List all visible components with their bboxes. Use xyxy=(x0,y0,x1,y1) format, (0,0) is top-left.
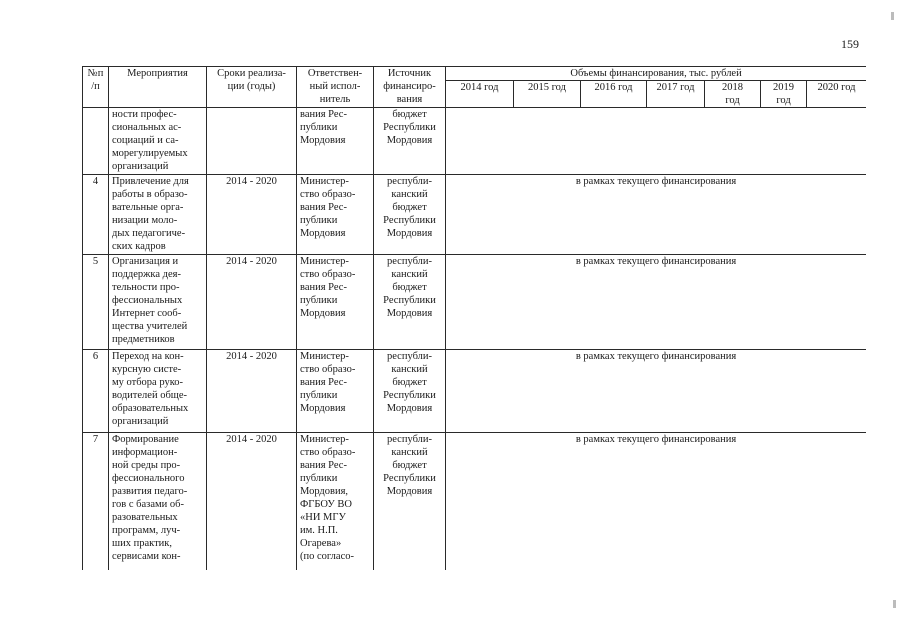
row-term: 2014 - 2020 xyxy=(207,174,297,254)
header-year-2017: 2017 год xyxy=(647,81,705,108)
row-source: республи- канский бюджет Республики Мордовия xyxy=(374,254,446,349)
row-responsible: Министер- ство образо- вания Рес- публики Мордовия xyxy=(297,174,374,254)
header-year-2016: 2016 год xyxy=(581,81,647,108)
row-funding: в рамках текущего финансирования xyxy=(446,174,867,254)
row-term: 2014 - 2020 xyxy=(207,432,297,570)
header-source: Источник финансиро- вания xyxy=(374,67,446,108)
row-term xyxy=(207,108,297,174)
row-num: 6 xyxy=(83,349,109,432)
scan-artifact xyxy=(893,600,896,608)
row-responsible: Министер- ство образо- вания Рес- публики Мордовия xyxy=(297,254,374,349)
table-row xyxy=(83,349,867,432)
row-num: 4 xyxy=(83,174,109,254)
header-term: Сроки реализа- ции (годы) xyxy=(207,67,297,108)
header-num: №п /п xyxy=(83,67,109,108)
header-year-2014: 2014 год xyxy=(446,81,514,108)
header-year-2015: 2015 год xyxy=(514,81,581,108)
header-responsible: Ответствен- ный испол- нитель xyxy=(297,67,374,108)
row-funding: в рамках текущего финансирования xyxy=(446,349,867,432)
header-year-2020: 2020 год xyxy=(807,81,867,108)
table-row xyxy=(83,432,867,570)
row-source: республи- канский бюджет Республики Мордовия xyxy=(374,174,446,254)
row-activity: Переход на кон- курсную систе- му отбора руко- водителей обще- образовательных организаций xyxy=(109,349,207,432)
table-row xyxy=(83,254,867,349)
row-responsible: Министер- ство образо- вания Рес- публики Мордовия xyxy=(297,349,374,432)
row-num: 5 xyxy=(83,254,109,349)
row-source: бюджет Республики Мордовия xyxy=(374,108,446,174)
row-activity: Привлечение для работы в образо- вательные орга- низации моло- дых педагогиче- ских кадров xyxy=(109,174,207,254)
row-num: 7 xyxy=(83,432,109,570)
row-source: республи- канский бюджет Республики Мордовия xyxy=(374,432,446,570)
row-funding xyxy=(446,108,867,174)
header-year-2019: 2019 год xyxy=(761,81,807,108)
row-activity: Формирование информацион- ной среды про- фессионального развития педаго- гов с базами об- разовательных программ, луч- ших практик, сервисами кон- xyxy=(109,432,207,570)
row-responsible: вания Рес- публики Мордовия xyxy=(297,108,374,174)
scan-artifact xyxy=(891,12,894,20)
row-funding: в рамках текущего финансирования xyxy=(446,432,867,570)
row-num xyxy=(83,108,109,174)
row-funding: в рамках текущего финансирования xyxy=(446,254,867,349)
row-term: 2014 - 2020 xyxy=(207,349,297,432)
row-source: республи- канский бюджет Республики Мордовия xyxy=(374,349,446,432)
row-responsible: Министер- ство образо- вания Рес- публики Мордовия, ФГБОУ ВО «НИ МГУ им. Н.П. Огарева» (по согласо- xyxy=(297,432,374,570)
table-row xyxy=(83,174,867,254)
header-activity: Мероприятия xyxy=(109,67,207,108)
table-row xyxy=(83,108,867,174)
row-activity: ности профес- сиональных ас- социаций и са- морегулируемых организаций xyxy=(109,108,207,174)
table-frame xyxy=(82,66,866,570)
funding-table xyxy=(82,66,866,570)
row-term: 2014 - 2020 xyxy=(207,254,297,349)
row-activity: Организация и поддержка дея- тельности про- фессиональных Интернет сооб- щества учителей предметников xyxy=(109,254,207,349)
header-year-2018: 2018 год xyxy=(705,81,761,108)
page-number: 159 xyxy=(841,37,859,51)
header-funding-group: Объемы финансирования, тыс. рублей xyxy=(446,67,867,81)
